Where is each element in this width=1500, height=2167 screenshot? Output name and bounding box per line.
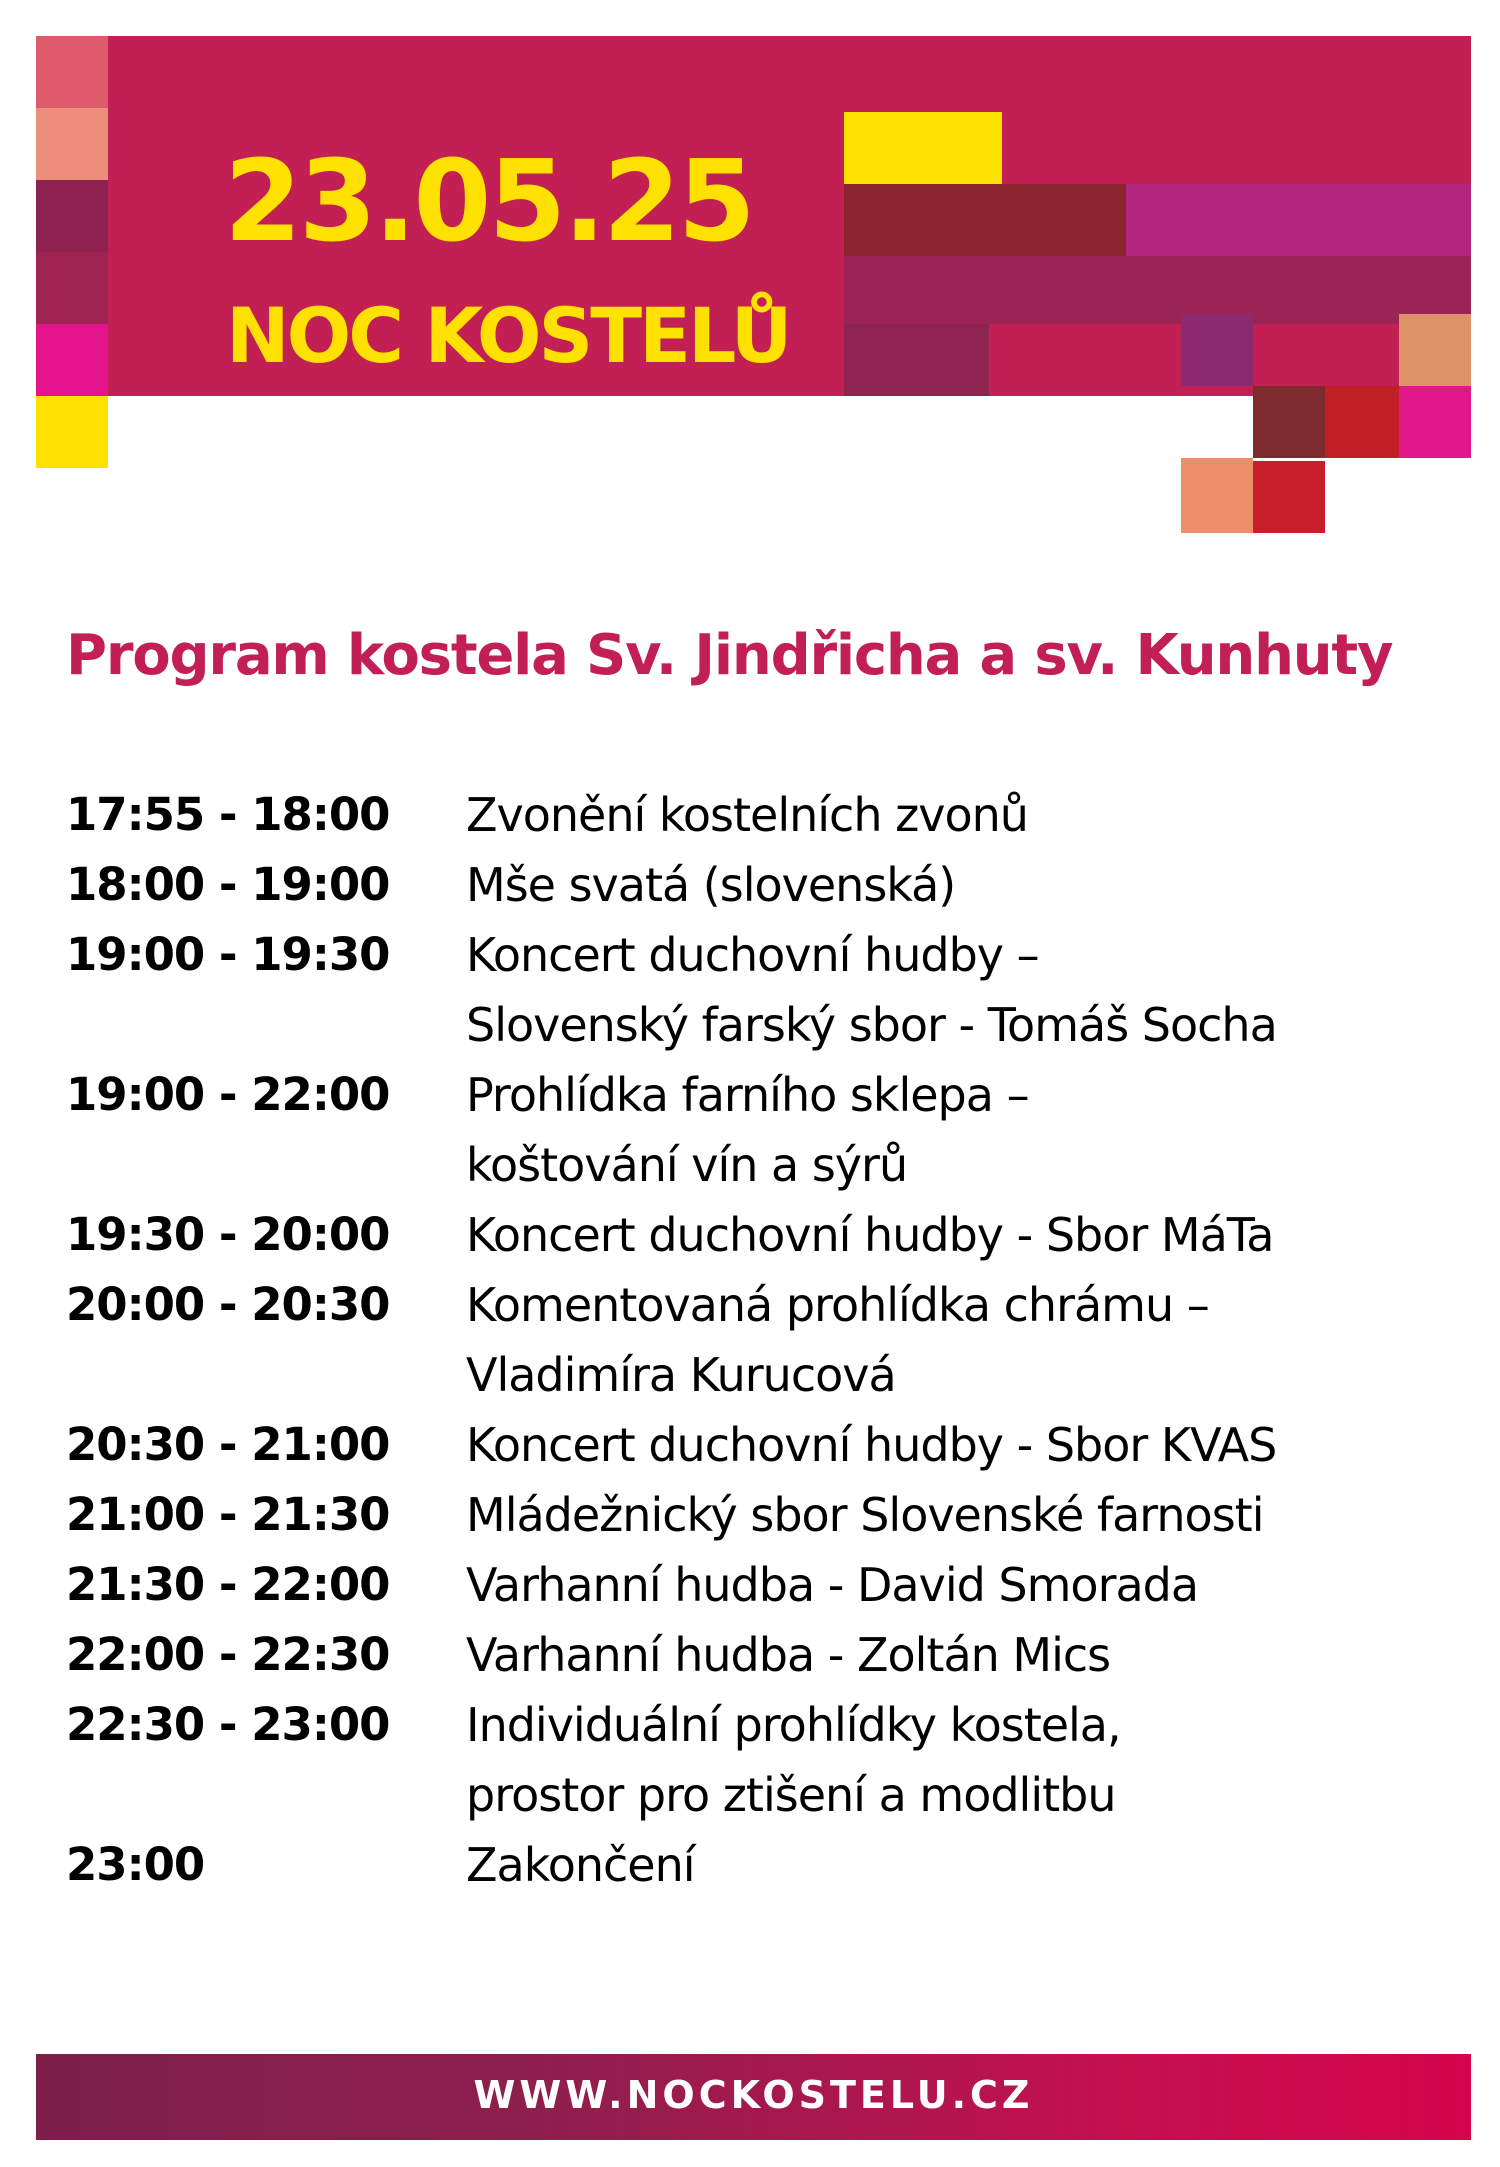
- schedule-time: 19:00 - 19:30: [66, 928, 390, 981]
- decor-block: [1325, 386, 1399, 458]
- schedule-line: Vladimíra Kurucová: [466, 1348, 896, 1402]
- schedule-description: [466, 1200, 1446, 1270]
- schedule-line: Koncert duchovní hudby - Sbor KVAS: [466, 1418, 1277, 1472]
- decor-block: [844, 184, 1126, 256]
- schedule-line: Mládežnický sbor Slovenské farnosti: [466, 1488, 1264, 1542]
- schedule-description: [466, 920, 1446, 1060]
- decor-block: [844, 112, 1002, 184]
- decor-block: [1399, 314, 1471, 386]
- schedule-time: 20:30 - 21:00: [66, 1418, 390, 1471]
- schedule-line: Slovenský farský sbor - Tomáš Socha: [466, 998, 1277, 1052]
- decor-square: [36, 36, 108, 108]
- decor-block: [844, 256, 1471, 324]
- schedule-time: 19:00 - 22:00: [66, 1068, 390, 1121]
- schedule-line: Koncert duchovní hudby - Sbor MáTa: [466, 1208, 1274, 1262]
- program-heading: Program kostela Sv. Jindřicha a sv. Kunhuty: [66, 623, 1393, 688]
- schedule-row: [66, 1270, 1446, 1410]
- schedule-line: Zakončení: [466, 1838, 695, 1892]
- schedule-line: Zvonění kostelních zvonů: [466, 788, 1028, 842]
- schedule-time: 22:30 - 23:00: [66, 1698, 390, 1751]
- footer-bar: [36, 2054, 1471, 2140]
- schedule-line: Koncert duchovní hudby –: [466, 928, 1039, 982]
- schedule-description: [466, 1410, 1446, 1480]
- schedule-time: 22:00 - 22:30: [66, 1628, 390, 1681]
- decor-square: [1253, 461, 1325, 533]
- schedule-description: [466, 1690, 1446, 1830]
- event-title: NOC KOSTELŮ: [226, 291, 790, 380]
- schedule-description: [466, 1620, 1446, 1690]
- schedule-line: Mše svatá (slovenská): [466, 858, 956, 912]
- schedule-row: [66, 1830, 1446, 1900]
- schedule-list: [66, 780, 1446, 1900]
- schedule-line: Prohlídka farního sklepa –: [466, 1068, 1029, 1122]
- footer-website-url: WWW.NOCKOSTELU.CZ: [473, 2073, 1034, 2117]
- schedule-line: prostor pro ztišení a modlitbu: [466, 1768, 1116, 1822]
- schedule-description: [466, 1830, 1446, 1900]
- schedule-row: [66, 850, 1446, 920]
- schedule-row: [66, 780, 1446, 850]
- header-banner: [36, 36, 1471, 461]
- decor-square: [36, 180, 108, 252]
- schedule-description: [466, 850, 1446, 920]
- schedule-description: [466, 1060, 1446, 1200]
- schedule-time: 20:00 - 20:30: [66, 1278, 390, 1331]
- schedule-row: [66, 1480, 1446, 1550]
- decor-block: [844, 324, 989, 396]
- decor-square: [36, 252, 108, 324]
- website-url: WWW.NOCKOSTELU.CZ: [230, 401, 730, 439]
- schedule-row: [66, 1690, 1446, 1830]
- schedule-time: 17:55 - 18:00: [66, 788, 390, 841]
- decor-square: [36, 324, 108, 396]
- schedule-time: 21:30 - 22:00: [66, 1558, 390, 1611]
- schedule-line: Varhanní hudba - Zoltán Mics: [466, 1628, 1111, 1682]
- schedule-time: 19:30 - 20:00: [66, 1208, 390, 1261]
- schedule-time: 23:00: [66, 1838, 205, 1891]
- decor-block: [1399, 386, 1471, 458]
- schedule-row: [66, 1550, 1446, 1620]
- decor-square: [36, 396, 108, 468]
- decor-square: [1181, 461, 1253, 533]
- decor-square: [36, 108, 108, 180]
- decor-block: [1181, 314, 1253, 386]
- schedule-row: [66, 1410, 1446, 1480]
- schedule-line: Komentovaná prohlídka chrámu –: [466, 1278, 1209, 1332]
- schedule-description: [466, 780, 1446, 850]
- decor-block: [1253, 386, 1325, 458]
- schedule-row: [66, 920, 1446, 1060]
- schedule-row: [66, 1200, 1446, 1270]
- schedule-description: [466, 1550, 1446, 1620]
- schedule-line: Individuální prohlídky kostela,: [466, 1698, 1121, 1752]
- schedule-description: [466, 1480, 1446, 1550]
- decor-block: [1126, 184, 1471, 256]
- schedule-row: [66, 1060, 1446, 1200]
- schedule-time: 21:00 - 21:30: [66, 1488, 390, 1541]
- schedule-line: koštování vín a sýrů: [466, 1138, 908, 1192]
- schedule-time: 18:00 - 19:00: [66, 858, 390, 911]
- event-date: 23.05.25: [224, 137, 753, 267]
- schedule-description: [466, 1270, 1446, 1410]
- schedule-row: [66, 1620, 1446, 1690]
- schedule-line: Varhanní hudba - David Smorada: [466, 1558, 1199, 1612]
